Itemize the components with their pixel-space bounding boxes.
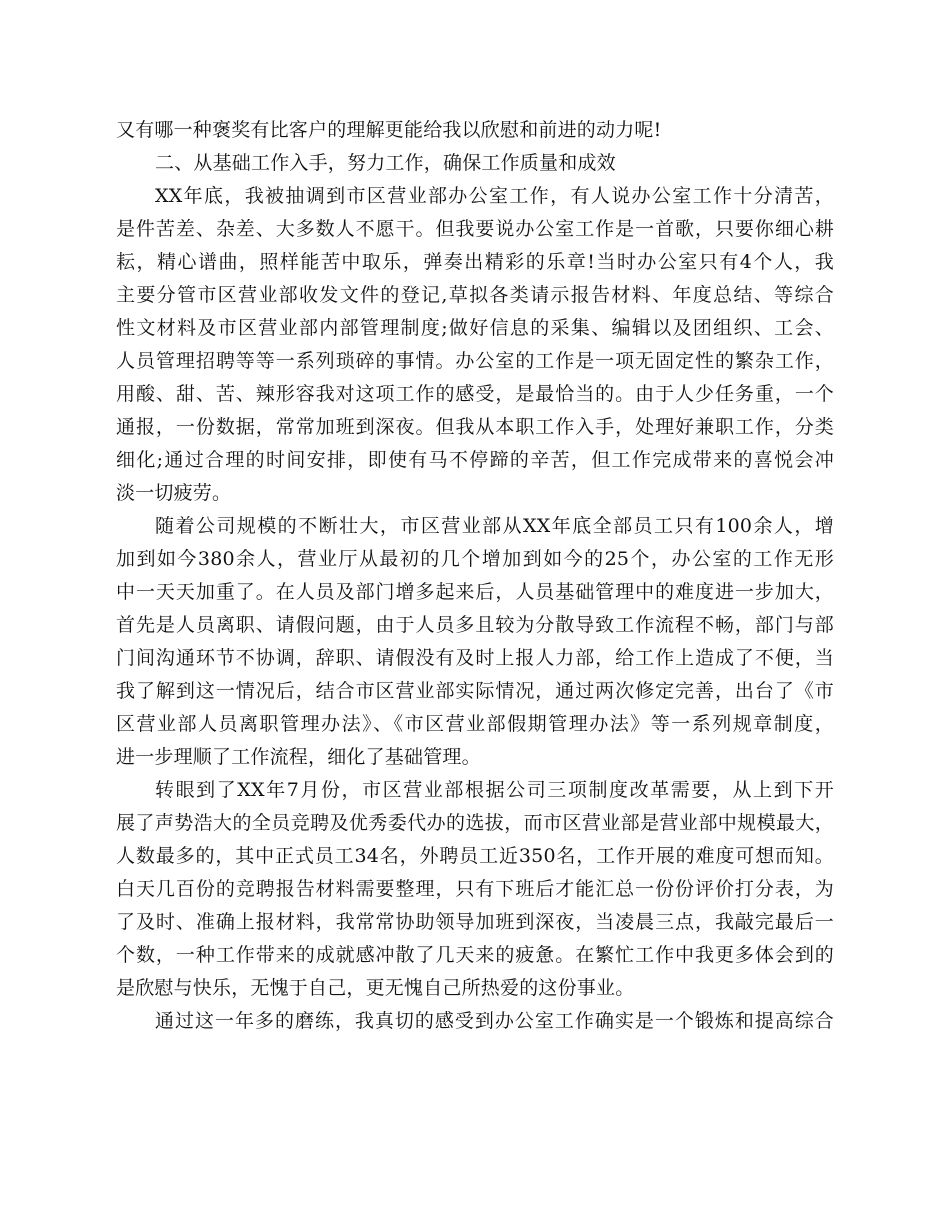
text-line: 耘，精心谱曲，照样能苦中取乐，弹奏出精彩的乐章!当时办公室只有4个人，我 xyxy=(116,251,834,273)
text-line: 性文材料及市区营业部内部管理制度;做好信息的采集、编辑以及团组织、工会、 xyxy=(116,317,834,339)
text-line: 了及时、准确上报材料，我常常协助领导加班到深夜，当凌晨三点，我敲完最后一 xyxy=(116,911,834,933)
text-line: 展了声势浩大的全员竞聘及优秀委代办的选拔，而市区营业部是营业部中规模最大， xyxy=(116,812,834,834)
text-line: 个数，一种工作带来的成就感冲散了几天来的疲惫。在繁忙工作中我更多体会到的 xyxy=(116,944,834,966)
text-line: 通报，一份数据，常常加班到深夜。但我从本职工作入手，处理好兼职工作，分类 xyxy=(116,416,834,438)
text-line: 二、从基础工作入手，努力工作，确保工作质量和成效 xyxy=(155,152,616,174)
text-line: XX年底，我被抽调到市区营业部办公室工作，有人说办公室工作十分清苦， xyxy=(155,185,834,207)
text-line: 区营业部人员离职管理办法》、《市区营业部假期管理办法》等一系列规章制度， xyxy=(116,713,834,735)
text-line: 首先是人员离职、请假问题，由于人员多且较为分散导致工作流程不畅，部门与部 xyxy=(116,614,834,636)
text-line: 加到如今380余人，营业厅从最初的几个增加到如今的25个，办公室的工作无形 xyxy=(116,548,834,570)
text-line: 人数最多的，其中正式员工34名，外聘员工近350名，工作开展的难度可想而知。 xyxy=(116,845,834,867)
text-line: 是欣慰与快乐，无愧于自己，更无愧自己所热爱的这份事业。 xyxy=(116,977,635,999)
text-line: 随着公司规模的不断壮大，市区营业部从XX年底全部员工只有100余人，增 xyxy=(155,515,834,537)
document-body xyxy=(116,114,834,1038)
text-line: 人员管理招聘等等一系列琐碎的事情。办公室的工作是一项无固定性的繁杂工作， xyxy=(116,350,834,372)
text-line: 用酸、甜、苦、辣形容我对这项工作的感受，是最恰当的。由于人少任务重，一个 xyxy=(116,383,834,405)
text-line: 我了解到这一情况后，结合市区营业部实际情况，通过两次修定完善，出台了《市 xyxy=(116,680,834,702)
text-line: 白天几百份的竞聘报告材料需要整理，只有下班后才能汇总一份份评价打分表，为 xyxy=(116,878,834,900)
text-line: 转眼到了XX年7月份，市区营业部根据公司三项制度改革需要，从上到下开 xyxy=(155,779,834,801)
text-line: 中一天天加重了。在人员及部门增多起来后，人员基础管理中的难度进一步加大， xyxy=(116,581,834,603)
text-line: 进一步理顺了工作流程，细化了基础管理。 xyxy=(116,746,481,768)
text-line: 又有哪一种褒奖有比客户的理解更能给我以欣慰和前进的动力呢! xyxy=(116,119,662,141)
text-line: 是件苦差、杂差、大多数人不愿干。但我要说办公室工作是一首歌，只要你细心耕 xyxy=(116,218,834,240)
text-line: 门间沟通环节不协调，辞职、请假没有及时上报人力部，给工作上造成了不便，当 xyxy=(116,647,834,669)
text-line: 细化;通过合理的时间安排，即使有马不停蹄的辛苦，但工作完成带来的喜悦会冲 xyxy=(116,449,834,471)
text-line: 主要分管市区营业部收发文件的登记,草拟各类请示报告材料、年度总结、等综合 xyxy=(116,284,834,306)
text-line: 淡一切疲劳。 xyxy=(116,482,232,504)
text-line: 通过这一年多的磨练，我真切的感受到办公室工作确实是一个锻炼和提高综合 xyxy=(155,1010,834,1032)
